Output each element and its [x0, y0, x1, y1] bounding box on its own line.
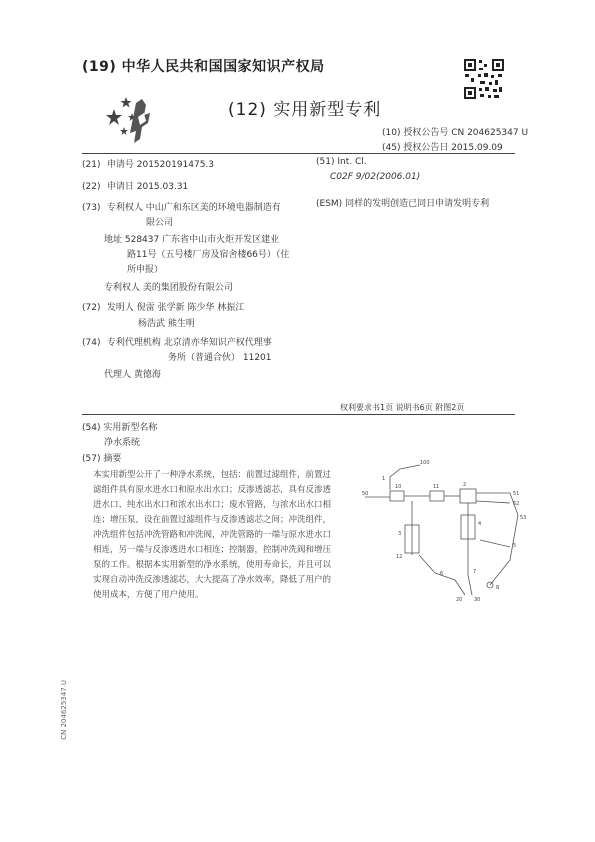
- same-day-note: 同样的发明创造已同日申请发明专利: [345, 199, 490, 209]
- drawing-label: 2: [463, 482, 467, 488]
- drawing-label: 51: [513, 491, 520, 497]
- patentee-row: [82, 200, 281, 213]
- drawing-label: 52: [513, 501, 520, 507]
- field-code: (72): [82, 303, 101, 313]
- field-code: (ESM): [316, 199, 343, 209]
- drawing-label: 6: [440, 571, 444, 577]
- application-number: 申请号 201520191475.3: [106, 160, 215, 170]
- field-code: (73): [82, 203, 101, 213]
- inventors: 发明人 倪雷 张学新 陈少华 林振江: [106, 303, 245, 313]
- patentee-1: 专利权人 中山广和东区美的环境电器制造有: [106, 203, 281, 213]
- section-rule: [82, 414, 515, 415]
- page-summary: 权利要求书1页 说明书6页 附图2页: [340, 403, 465, 412]
- header-rule: [82, 153, 515, 154]
- drawing-label: 10: [395, 484, 402, 490]
- address-1-cont2: 所申报）: [127, 265, 164, 275]
- same-day-row: [316, 196, 489, 209]
- drawing-label: 3: [398, 531, 402, 537]
- publication-number: (10) 授权公告号 CN 204625347 U: [382, 128, 529, 138]
- agency-cont: 务所（普通合伙） 11201: [168, 353, 272, 363]
- drawing-label: 100: [420, 460, 430, 466]
- address-1-cont: 路11号（五号楼厂房及宿舍楼66号）（住: [127, 250, 290, 260]
- document-type: (12) 实用新型专利: [228, 100, 382, 120]
- field-code: (54): [82, 423, 101, 433]
- drawing-label: 50: [362, 491, 369, 497]
- utility-title: 净水系统: [104, 438, 141, 448]
- patentee-1-cont: 限公司: [146, 218, 174, 228]
- field-code: (57): [82, 454, 101, 464]
- agency: 专利代理机构 北京清亦华知识产权代理事: [106, 338, 272, 348]
- app-date-row: [82, 179, 188, 192]
- field-code: (74): [82, 338, 101, 348]
- abstract-label: 摘要: [103, 454, 122, 464]
- drawing-label: 8: [496, 585, 500, 591]
- title-label: 实用新型名称: [103, 423, 158, 433]
- cnipa-logo: [102, 93, 172, 148]
- patentee-2: 专利权人 美的集团股份有限公司: [104, 283, 233, 293]
- field-code: (51): [316, 157, 335, 167]
- drawing-label: 7: [473, 569, 477, 575]
- drawing-label: 1: [382, 476, 386, 482]
- field-code: (22): [82, 182, 101, 192]
- drawing-label: 12: [396, 554, 403, 560]
- drawing-label: 20: [456, 597, 463, 603]
- publication-date: (45) 授权公告日 2015.09.09: [382, 143, 503, 153]
- inventor-row: [82, 300, 244, 313]
- qr-code: [463, 58, 505, 100]
- drawing-label: 53: [520, 515, 527, 521]
- address-1: 地址 528437 广东省中山市火炬开发区建业: [104, 235, 280, 245]
- drawing-label: 5: [513, 543, 517, 549]
- field-code: (21): [82, 160, 101, 170]
- drawing-label: 11: [433, 484, 440, 490]
- title-row: [82, 420, 157, 433]
- app-number-row: [82, 157, 214, 170]
- int-cl-value: C02F 9/02(2006.01): [330, 172, 421, 182]
- agent: 代理人 黄德海: [104, 370, 161, 380]
- side-publication-number: CN 204625347 U: [60, 680, 68, 740]
- office-name: (19) 中华人民共和国国家知识产权局: [82, 59, 325, 75]
- int-cl-label: Int. Cl.: [337, 157, 367, 167]
- abstract-drawing: [360, 455, 535, 605]
- application-date: 申请日 2015.03.31: [106, 182, 189, 192]
- int-cl-row: [316, 157, 367, 167]
- agency-row: [82, 335, 272, 348]
- drawing-label: 30: [474, 597, 481, 603]
- abstract-text: 本实用新型公开了一种净水系统，包括：前置过滤组件，前置过滤组件具有原水进水口和原水出水口；反渗透滤芯，具有反渗透进水口、纯水出水口和浓水出水口；废水管路，与浓水出水口相连；增压泵，设在前置过滤组件与反渗透滤芯之间；冲洗组件，冲洗组件包括冲洗管路和冲洗阀，冲洗管路的一端与原水进水口相连，另一端与反渗透进水口相连；控制器，控制冲洗阀和增压泵的工作。根据本实用新型的净水系统，使用寿命长，并且可以实现自动冲洗反渗透滤芯，大大提高了净水效率，降低了用户的使用成本，方便了用户使用。: [93, 470, 332, 600]
- inventors-cont: 杨浩武 熊生明: [138, 319, 195, 329]
- abstract-row: [82, 451, 121, 464]
- drawing-label: 4: [478, 521, 482, 527]
